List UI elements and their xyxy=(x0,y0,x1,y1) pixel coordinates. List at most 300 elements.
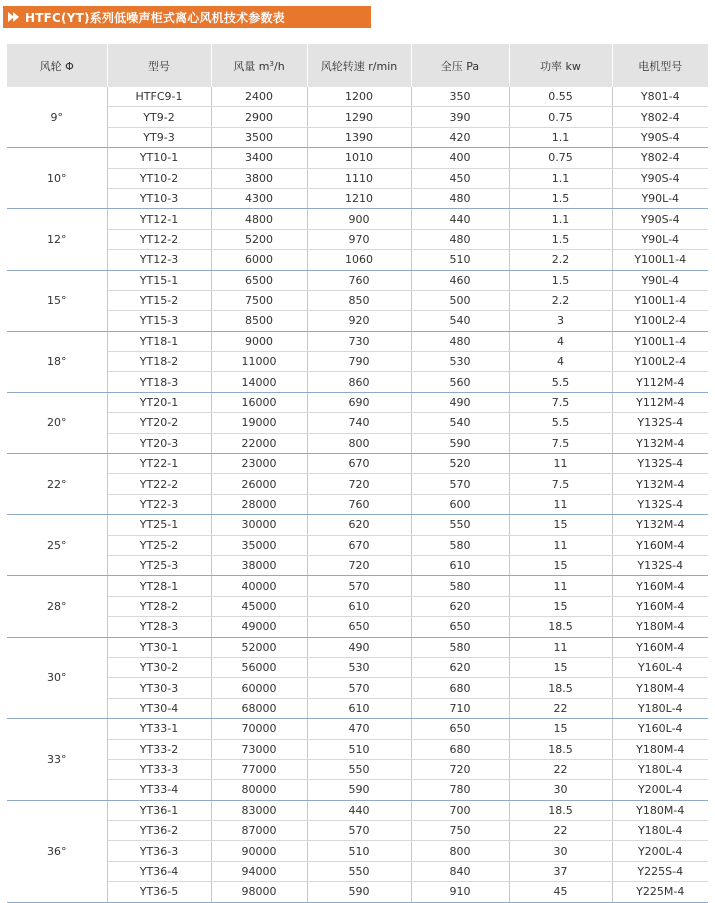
airflow-cell: 2400 xyxy=(211,87,307,107)
airflow-cell: 4300 xyxy=(211,188,307,208)
motor-cell: Y100L2-4 xyxy=(612,311,708,331)
speed-cell: 1390 xyxy=(307,127,411,147)
power-cell: 18.5 xyxy=(509,678,612,698)
airflow-cell: 52000 xyxy=(211,637,307,657)
model-cell: YT10-1 xyxy=(107,148,211,168)
table-row xyxy=(7,311,708,331)
model-cell: YT18-2 xyxy=(107,352,211,372)
power-cell: 22 xyxy=(509,759,612,779)
airflow-cell: 5200 xyxy=(211,229,307,249)
speed-cell: 690 xyxy=(307,392,411,412)
power-cell: 7.5 xyxy=(509,433,612,453)
power-cell: 0.75 xyxy=(509,148,612,168)
power-cell: 22 xyxy=(509,698,612,718)
impeller-size-cell: 9° xyxy=(7,87,107,148)
airflow-cell: 7500 xyxy=(211,290,307,310)
motor-cell: Y90S-4 xyxy=(612,209,708,229)
speed-cell: 720 xyxy=(307,474,411,494)
speed-cell: 790 xyxy=(307,352,411,372)
table-row xyxy=(7,229,708,249)
pressure-cell: 710 xyxy=(411,698,509,718)
speed-cell: 920 xyxy=(307,311,411,331)
pressure-cell: 350 xyxy=(411,87,509,107)
speed-cell: 510 xyxy=(307,739,411,759)
table-row xyxy=(7,107,708,127)
airflow-cell: 83000 xyxy=(211,800,307,820)
motor-cell: Y90L-4 xyxy=(612,229,708,249)
table-row xyxy=(7,188,708,208)
speed-cell: 590 xyxy=(307,780,411,800)
power-cell: 1.5 xyxy=(509,188,612,208)
speed-cell: 670 xyxy=(307,454,411,474)
model-cell: YT28-2 xyxy=(107,596,211,616)
model-cell: YT12-1 xyxy=(107,209,211,229)
table-row xyxy=(7,168,708,188)
motor-cell: Y160M-4 xyxy=(612,637,708,657)
pressure-cell: 400 xyxy=(411,148,509,168)
pressure-cell: 390 xyxy=(411,107,509,127)
power-cell: 11 xyxy=(509,576,612,596)
speed-cell: 620 xyxy=(307,515,411,535)
impeller-size-cell: 30° xyxy=(7,637,107,719)
table-row xyxy=(7,494,708,514)
pressure-cell: 700 xyxy=(411,800,509,820)
header-power: 功率 kw xyxy=(509,44,612,87)
pressure-cell: 560 xyxy=(411,372,509,392)
impeller-size-cell: 18° xyxy=(7,331,107,392)
power-cell: 1.5 xyxy=(509,229,612,249)
motor-cell: Y225S-4 xyxy=(612,861,708,881)
power-cell: 45 xyxy=(509,882,612,902)
airflow-cell: 23000 xyxy=(211,454,307,474)
pressure-cell: 580 xyxy=(411,576,509,596)
impeller-size-cell: 33° xyxy=(7,719,107,801)
speed-cell: 490 xyxy=(307,637,411,657)
power-cell: 15 xyxy=(509,555,612,575)
power-cell: 1.5 xyxy=(509,270,612,290)
speed-cell: 550 xyxy=(307,861,411,881)
pressure-cell: 550 xyxy=(411,515,509,535)
motor-cell: Y132M-4 xyxy=(612,515,708,535)
model-cell: YT20-3 xyxy=(107,433,211,453)
speed-cell: 1200 xyxy=(307,87,411,107)
power-cell: 18.5 xyxy=(509,739,612,759)
table-row xyxy=(7,800,708,820)
table-row xyxy=(7,209,708,229)
speed-cell: 590 xyxy=(307,882,411,902)
table-row xyxy=(7,576,708,596)
power-cell: 1.1 xyxy=(509,209,612,229)
motor-cell: Y100L1-4 xyxy=(612,331,708,351)
table-row xyxy=(7,739,708,759)
table-row xyxy=(7,352,708,372)
model-cell: YT28-3 xyxy=(107,617,211,637)
speed-cell: 610 xyxy=(307,698,411,718)
airflow-cell: 2900 xyxy=(211,107,307,127)
airflow-cell: 77000 xyxy=(211,759,307,779)
double-chevron-right-icon xyxy=(3,6,25,28)
motor-cell: Y160M-4 xyxy=(612,535,708,555)
pressure-cell: 490 xyxy=(411,392,509,412)
pressure-cell: 580 xyxy=(411,535,509,555)
model-cell: YT18-3 xyxy=(107,372,211,392)
power-cell: 15 xyxy=(509,515,612,535)
airflow-cell: 3800 xyxy=(211,168,307,188)
model-cell: YT30-2 xyxy=(107,657,211,677)
speed-cell: 530 xyxy=(307,657,411,677)
header-motor: 电机型号 xyxy=(612,44,708,87)
table-row xyxy=(7,698,708,718)
motor-cell: Y132S-4 xyxy=(612,413,708,433)
power-cell: 11 xyxy=(509,454,612,474)
motor-cell: Y112M-4 xyxy=(612,372,708,392)
model-cell: HTFC9-1 xyxy=(107,87,211,107)
table-row xyxy=(7,535,708,555)
airflow-cell: 3400 xyxy=(211,148,307,168)
speed-cell: 510 xyxy=(307,841,411,861)
speed-cell: 760 xyxy=(307,494,411,514)
model-cell: YT30-1 xyxy=(107,637,211,657)
speed-cell: 900 xyxy=(307,209,411,229)
model-cell: YT33-1 xyxy=(107,719,211,739)
model-cell: YT25-1 xyxy=(107,515,211,535)
power-cell: 0.75 xyxy=(509,107,612,127)
model-cell: YT22-2 xyxy=(107,474,211,494)
table-row xyxy=(7,637,708,657)
model-cell: YT33-2 xyxy=(107,739,211,759)
model-cell: YT30-3 xyxy=(107,678,211,698)
speed-cell: 670 xyxy=(307,535,411,555)
pressure-cell: 680 xyxy=(411,739,509,759)
model-cell: YT28-1 xyxy=(107,576,211,596)
impeller-size-cell: 10° xyxy=(7,148,107,209)
airflow-cell: 22000 xyxy=(211,433,307,453)
model-cell: YT12-3 xyxy=(107,250,211,270)
pressure-cell: 580 xyxy=(411,637,509,657)
motor-cell: Y180M-4 xyxy=(612,617,708,637)
speed-cell: 1010 xyxy=(307,148,411,168)
model-cell: YT36-5 xyxy=(107,882,211,902)
table-row xyxy=(7,678,708,698)
table-row xyxy=(7,250,708,270)
pressure-cell: 520 xyxy=(411,454,509,474)
pressure-cell: 800 xyxy=(411,841,509,861)
power-cell: 11 xyxy=(509,637,612,657)
table-row xyxy=(7,413,708,433)
motor-cell: Y132M-4 xyxy=(612,474,708,494)
airflow-cell: 9000 xyxy=(211,331,307,351)
table-row xyxy=(7,821,708,841)
power-cell: 4 xyxy=(509,352,612,372)
airflow-cell: 6000 xyxy=(211,250,307,270)
motor-cell: Y200L-4 xyxy=(612,780,708,800)
motor-cell: Y180L-4 xyxy=(612,698,708,718)
pressure-cell: 420 xyxy=(411,127,509,147)
speed-cell: 1060 xyxy=(307,250,411,270)
airflow-cell: 40000 xyxy=(211,576,307,596)
pressure-cell: 530 xyxy=(411,352,509,372)
airflow-cell: 14000 xyxy=(211,372,307,392)
pressure-cell: 720 xyxy=(411,759,509,779)
impeller-size-cell: 28° xyxy=(7,576,107,637)
pressure-cell: 540 xyxy=(411,413,509,433)
power-cell: 5.5 xyxy=(509,413,612,433)
motor-cell: Y90L-4 xyxy=(612,270,708,290)
model-cell: YT10-3 xyxy=(107,188,211,208)
impeller-size-cell: 22° xyxy=(7,454,107,515)
pressure-cell: 460 xyxy=(411,270,509,290)
airflow-cell: 11000 xyxy=(211,352,307,372)
pressure-cell: 620 xyxy=(411,596,509,616)
motor-cell: Y180M-4 xyxy=(612,739,708,759)
table-header-row xyxy=(7,44,708,87)
motor-cell: Y132S-4 xyxy=(612,494,708,514)
speed-cell: 720 xyxy=(307,555,411,575)
power-cell: 18.5 xyxy=(509,617,612,637)
model-cell: YT25-2 xyxy=(107,535,211,555)
power-cell: 3 xyxy=(509,311,612,331)
airflow-cell: 87000 xyxy=(211,821,307,841)
motor-cell: Y112M-4 xyxy=(612,392,708,412)
speed-cell: 1110 xyxy=(307,168,411,188)
header-speed: 风轮转速 r/min xyxy=(307,44,411,87)
airflow-cell: 26000 xyxy=(211,474,307,494)
table-row xyxy=(7,331,708,351)
motor-cell: Y180L-4 xyxy=(612,759,708,779)
airflow-cell: 16000 xyxy=(211,392,307,412)
pressure-cell: 510 xyxy=(411,250,509,270)
table-row xyxy=(7,87,708,107)
table-row xyxy=(7,372,708,392)
speed-cell: 860 xyxy=(307,372,411,392)
table-row xyxy=(7,861,708,881)
model-cell: YT33-4 xyxy=(107,780,211,800)
power-cell: 2.2 xyxy=(509,250,612,270)
power-cell: 4 xyxy=(509,331,612,351)
power-cell: 11 xyxy=(509,535,612,555)
pressure-cell: 680 xyxy=(411,678,509,698)
model-cell: YT15-3 xyxy=(107,311,211,331)
motor-cell: Y801-4 xyxy=(612,87,708,107)
motor-cell: Y90S-4 xyxy=(612,168,708,188)
speed-cell: 740 xyxy=(307,413,411,433)
speed-cell: 800 xyxy=(307,433,411,453)
airflow-cell: 68000 xyxy=(211,698,307,718)
title-bar xyxy=(3,6,371,28)
table-row xyxy=(7,148,708,168)
motor-cell: Y160L-4 xyxy=(612,719,708,739)
pressure-cell: 480 xyxy=(411,331,509,351)
model-cell: YT20-1 xyxy=(107,392,211,412)
motor-cell: Y132S-4 xyxy=(612,454,708,474)
airflow-cell: 6500 xyxy=(211,270,307,290)
power-cell: 22 xyxy=(509,821,612,841)
table-row xyxy=(7,127,708,147)
pressure-cell: 750 xyxy=(411,821,509,841)
table-row xyxy=(7,433,708,453)
motor-cell: Y802-4 xyxy=(612,148,708,168)
airflow-cell: 4800 xyxy=(211,209,307,229)
model-cell: YT36-2 xyxy=(107,821,211,841)
model-cell: YT22-1 xyxy=(107,454,211,474)
motor-cell: Y100L1-4 xyxy=(612,290,708,310)
airflow-cell: 56000 xyxy=(211,657,307,677)
model-cell: YT15-1 xyxy=(107,270,211,290)
airflow-cell: 3500 xyxy=(211,127,307,147)
speed-cell: 440 xyxy=(307,800,411,820)
airflow-cell: 45000 xyxy=(211,596,307,616)
motor-cell: Y132S-4 xyxy=(612,555,708,575)
speed-cell: 970 xyxy=(307,229,411,249)
power-cell: 1.1 xyxy=(509,168,612,188)
table-row xyxy=(7,596,708,616)
speed-cell: 570 xyxy=(307,821,411,841)
power-cell: 15 xyxy=(509,596,612,616)
motor-cell: Y90S-4 xyxy=(612,127,708,147)
speed-cell: 550 xyxy=(307,759,411,779)
header-airflow: 风量 $m^3/h$ xyxy=(211,44,307,87)
airflow-cell: 30000 xyxy=(211,515,307,535)
page-title: HTFC(YT)系列低噪声柜式离心风机技术参数表 xyxy=(25,10,285,25)
model-cell: YT36-1 xyxy=(107,800,211,820)
airflow-cell: 60000 xyxy=(211,678,307,698)
table-row xyxy=(7,515,708,535)
pressure-cell: 480 xyxy=(411,229,509,249)
table-row xyxy=(7,474,708,494)
airflow-cell: 73000 xyxy=(211,739,307,759)
model-cell: YT25-3 xyxy=(107,555,211,575)
model-cell: YT33-3 xyxy=(107,759,211,779)
speed-cell: 760 xyxy=(307,270,411,290)
motor-cell: Y160M-4 xyxy=(612,576,708,596)
pressure-cell: 840 xyxy=(411,861,509,881)
table-body xyxy=(7,87,708,902)
motor-cell: Y225M-4 xyxy=(612,882,708,902)
pressure-cell: 570 xyxy=(411,474,509,494)
impeller-size-cell: 36° xyxy=(7,800,107,902)
speed-cell: 730 xyxy=(307,331,411,351)
speed-cell: 610 xyxy=(307,596,411,616)
pressure-cell: 610 xyxy=(411,555,509,575)
model-cell: YT18-1 xyxy=(107,331,211,351)
airflow-cell: 19000 xyxy=(211,413,307,433)
speed-cell: 570 xyxy=(307,576,411,596)
pressure-cell: 450 xyxy=(411,168,509,188)
model-cell: YT10-2 xyxy=(107,168,211,188)
speed-cell: 470 xyxy=(307,719,411,739)
pressure-cell: 650 xyxy=(411,719,509,739)
airflow-cell: 28000 xyxy=(211,494,307,514)
motor-cell: Y160M-4 xyxy=(612,596,708,616)
power-cell: 5.5 xyxy=(509,372,612,392)
motor-cell: Y180M-4 xyxy=(612,800,708,820)
model-cell: YT9-3 xyxy=(107,127,211,147)
motor-cell: Y180M-4 xyxy=(612,678,708,698)
header-pressure: 全压 Pa xyxy=(411,44,509,87)
airflow-cell: 8500 xyxy=(211,311,307,331)
pressure-cell: 500 xyxy=(411,290,509,310)
model-cell: YT15-2 xyxy=(107,290,211,310)
speed-cell: 570 xyxy=(307,678,411,698)
model-cell: YT30-4 xyxy=(107,698,211,718)
motor-cell: Y180L-4 xyxy=(612,821,708,841)
model-cell: YT22-3 xyxy=(107,494,211,514)
header-model: 型号 xyxy=(107,44,211,87)
table-row xyxy=(7,841,708,861)
speed-cell: 650 xyxy=(307,617,411,637)
table-row xyxy=(7,454,708,474)
impeller-size-cell: 25° xyxy=(7,515,107,576)
table-row xyxy=(7,290,708,310)
airflow-cell: 94000 xyxy=(211,861,307,881)
power-cell: 15 xyxy=(509,657,612,677)
power-cell: 0.55 xyxy=(509,87,612,107)
motor-cell: Y160L-4 xyxy=(612,657,708,677)
power-cell: 11 xyxy=(509,494,612,514)
header-impeller: 风轮 Φ xyxy=(7,44,107,87)
table-row xyxy=(7,882,708,902)
power-cell: 30 xyxy=(509,841,612,861)
motor-cell: Y100L2-4 xyxy=(612,352,708,372)
pressure-cell: 440 xyxy=(411,209,509,229)
model-cell: YT12-2 xyxy=(107,229,211,249)
pressure-cell: 650 xyxy=(411,617,509,637)
airflow-cell: 70000 xyxy=(211,719,307,739)
model-cell: YT36-4 xyxy=(107,861,211,881)
pressure-cell: 540 xyxy=(411,311,509,331)
table-row xyxy=(7,617,708,637)
motor-cell: Y132M-4 xyxy=(612,433,708,453)
pressure-cell: 590 xyxy=(411,433,509,453)
airflow-cell: 98000 xyxy=(211,882,307,902)
airflow-cell: 80000 xyxy=(211,780,307,800)
pressure-cell: 480 xyxy=(411,188,509,208)
model-cell: YT9-2 xyxy=(107,107,211,127)
pressure-cell: 780 xyxy=(411,780,509,800)
motor-cell: Y90L-4 xyxy=(612,188,708,208)
table-row xyxy=(7,555,708,575)
power-cell: 1.1 xyxy=(509,127,612,147)
model-cell: YT36-3 xyxy=(107,841,211,861)
table-row xyxy=(7,719,708,739)
power-cell: 2.2 xyxy=(509,290,612,310)
table-row xyxy=(7,270,708,290)
table-row xyxy=(7,780,708,800)
speed-cell: 1210 xyxy=(307,188,411,208)
speed-cell: 1290 xyxy=(307,107,411,127)
pressure-cell: 910 xyxy=(411,882,509,902)
airflow-cell: 49000 xyxy=(211,617,307,637)
power-cell: 37 xyxy=(509,861,612,881)
airflow-cell: 35000 xyxy=(211,535,307,555)
table-row xyxy=(7,657,708,677)
airflow-cell: 38000 xyxy=(211,555,307,575)
motor-cell: Y802-4 xyxy=(612,107,708,127)
impeller-size-cell: 15° xyxy=(7,270,107,331)
table-row xyxy=(7,759,708,779)
spec-table xyxy=(7,44,708,903)
model-cell: YT20-2 xyxy=(107,413,211,433)
impeller-size-cell: 12° xyxy=(7,209,107,270)
motor-cell: Y200L-4 xyxy=(612,841,708,861)
power-cell: 7.5 xyxy=(509,474,612,494)
airflow-cell: 90000 xyxy=(211,841,307,861)
motor-cell: Y100L1-4 xyxy=(612,250,708,270)
speed-cell: 850 xyxy=(307,290,411,310)
power-cell: 30 xyxy=(509,780,612,800)
impeller-size-cell: 20° xyxy=(7,392,107,453)
power-cell: 15 xyxy=(509,719,612,739)
